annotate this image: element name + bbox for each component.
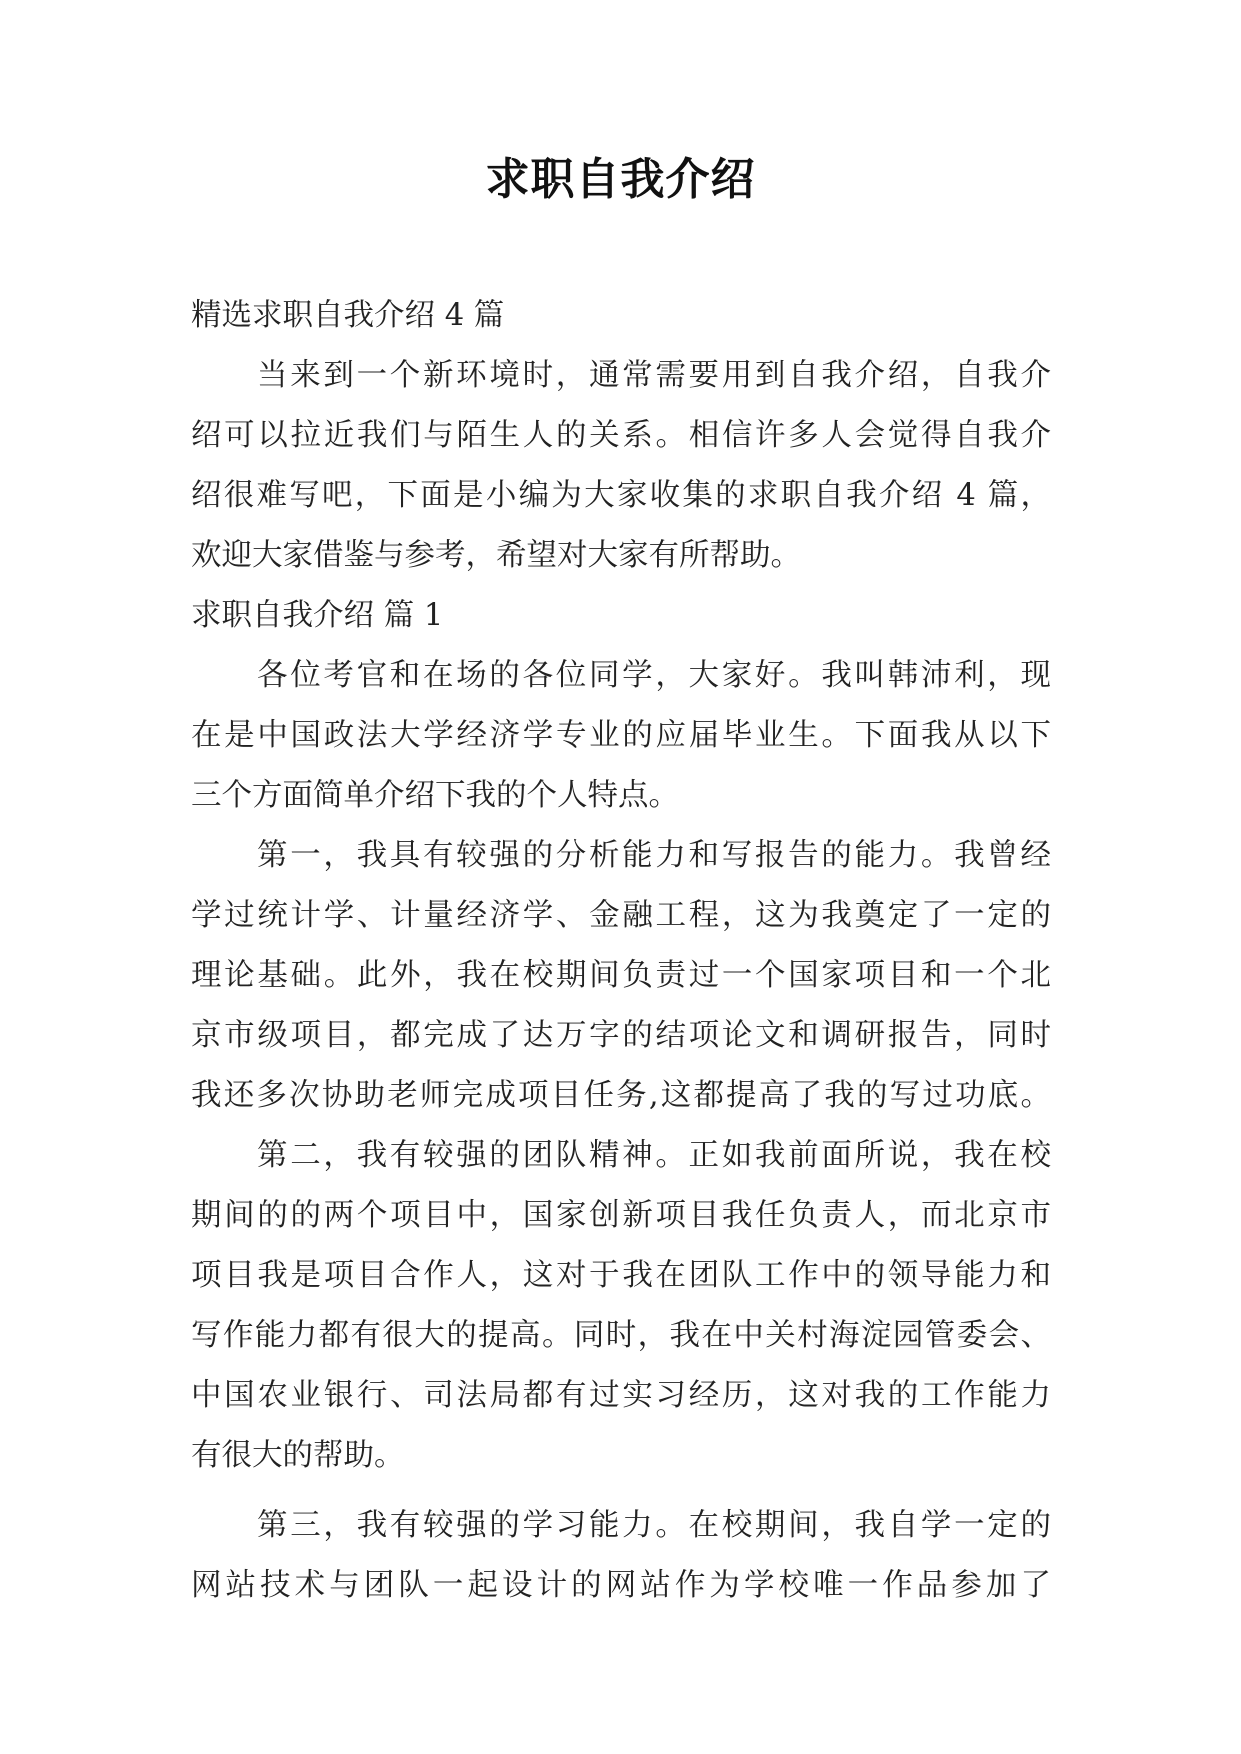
- intro-line: 欢迎大家借鉴与参考，希望对大家有所帮助。: [191, 538, 801, 573]
- paragraph-line: 我还多次协助老师完成项目任务,这都提高了我的写过功底。: [191, 1078, 1051, 1113]
- paragraph-line: 中国农业银行、司法局都有过实习经历，这对我的工作能力: [191, 1378, 1051, 1413]
- paragraph-line: 理论基础。此外，我在校期间负责过一个国家项目和一个北: [191, 958, 1051, 993]
- paragraph-line: 京市级项目，都完成了达万字的结项论文和调研报告，同时: [191, 1018, 1051, 1053]
- paragraph-line: 第三，我有较强的学习能力。在校期间，我自学一定的: [257, 1508, 1051, 1543]
- paragraph-line: 第一，我具有较强的分析能力和写报告的能力。我曾经: [257, 838, 1051, 873]
- paragraph-line: 有很大的帮助。: [191, 1438, 405, 1473]
- paragraph-line: 期间的的两个项目中，国家创新项目我任负责人，而北京市: [191, 1198, 1051, 1233]
- intro-line: 绍很难写吧，下面是小编为大家收集的求职自我介绍 4 篇，: [191, 478, 1051, 513]
- paragraph-line: 三个方面简单介绍下我的个人特点。: [191, 778, 679, 813]
- document-title: 求职自我介绍: [485, 154, 756, 205]
- intro-line: 当来到一个新环境时，通常需要用到自我介绍，自我介: [257, 358, 1051, 393]
- paragraph-line: 学过统计学、计量经济学、金融工程，这为我奠定了一定的: [191, 898, 1051, 933]
- document-body: [191, 286, 1051, 1616]
- paragraph-line: 网站技术与团队一起设计的网站作为学校唯一作品参加了: [191, 1568, 1051, 1603]
- paragraph-line: 项目我是项目合作人，这对于我在团队工作中的领导能力和: [191, 1258, 1051, 1293]
- intro-line: 绍可以拉近我们与陌生人的关系。相信许多人会觉得自我介: [191, 418, 1051, 453]
- paragraph-line: 第二，我有较强的团队精神。正如我前面所说，我在校: [257, 1138, 1051, 1173]
- section-heading: 求职自我介绍 篇 1: [191, 598, 444, 633]
- paragraph-line: 各位考官和在场的各位同学，大家好。我叫韩沛利，现: [257, 658, 1051, 693]
- paragraph-line: 写作能力都有很大的提高。同时，我在中关村海淀园管委会、: [191, 1318, 1051, 1353]
- document-subtitle: 精选求职自我介绍 4 篇: [191, 298, 505, 333]
- paragraph-line: 在是中国政法大学经济学专业的应届毕业生。下面我从以下: [191, 718, 1051, 753]
